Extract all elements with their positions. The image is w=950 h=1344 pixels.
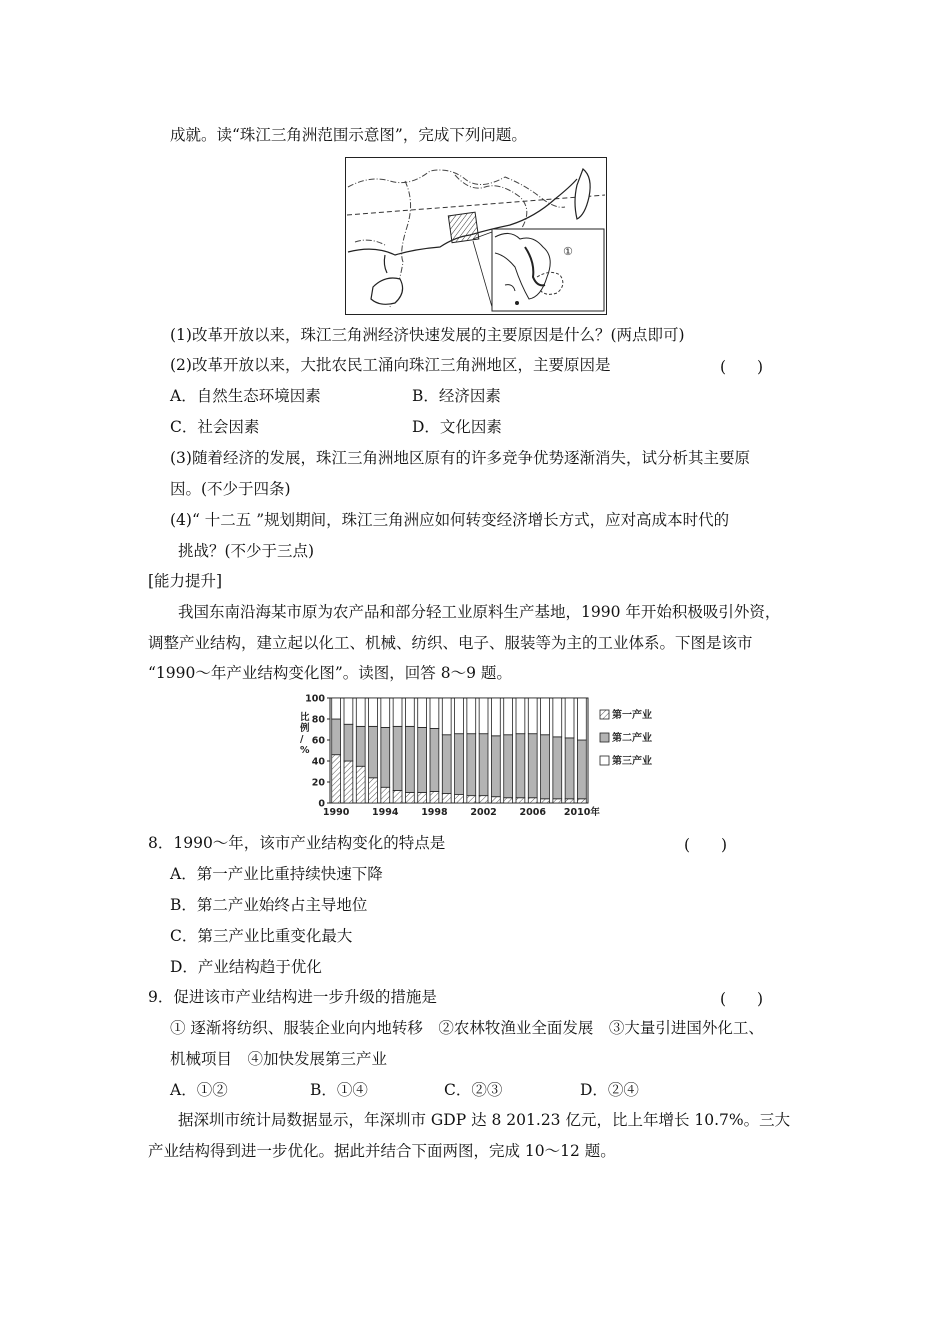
y-tick-label: 60	[311, 735, 325, 747]
bar-2002-series-3	[479, 698, 488, 734]
legend-swatch-2	[600, 733, 609, 742]
bar-2008-series-3	[553, 698, 562, 737]
bar-1996-series-1	[405, 793, 414, 804]
bar-2009-series-2	[565, 738, 574, 799]
bar-2008-series-2	[553, 737, 562, 799]
y-tick-label: 20	[311, 777, 325, 789]
bar-2003-series-2	[491, 736, 500, 797]
passage1-line2: 调整产业结构，建立起以化工、机械、纺织、电子、服装等为主的工业体系。下图是该市	[148, 634, 753, 652]
legend-swatch-3	[600, 756, 609, 765]
x-tick-label: 2006	[519, 807, 546, 818]
q7-option-b: B．经济因素	[412, 387, 501, 405]
bar-1998-series-1	[430, 791, 439, 803]
q7-part4-line1: (4)“ 十二五 ”规划期间，珠江三角洲应如何转变经济增长方式，应对高成本时代的	[170, 511, 730, 529]
bar-1994-series-2	[381, 727, 390, 787]
bar-1990-series-1	[332, 755, 341, 803]
bar-1997-series-1	[418, 793, 427, 804]
passage1-line1: 我国东南沿海某市原为农产品和部分轻工业原料生产基地，1990 年开始积极吸引外资，	[178, 603, 781, 621]
bar-2000-series-1	[455, 795, 464, 803]
x-tick-label: 1994	[372, 807, 399, 818]
bar-2005-series-3	[516, 698, 525, 734]
y-tick-label: 0	[318, 798, 325, 810]
bar-1995-series-1	[393, 790, 402, 803]
x-tick-label: 2002	[470, 807, 497, 818]
legend-label-2: 第二产业	[612, 733, 652, 744]
q9-option-a: A．①②	[170, 1081, 228, 1099]
bar-1990-series-3	[332, 698, 341, 719]
q7-option-a: A．自然生态环境因素	[170, 387, 321, 405]
bar-1996-series-3	[405, 698, 414, 726]
q9-stem: 9．促进该市产业结构进一步升级的措施是	[148, 988, 437, 1006]
q7-part2-answer-paren: ( )	[720, 358, 764, 376]
q9-answer-paren: ( )	[720, 990, 764, 1008]
q7-part3-line1: (3)随着经济的发展，珠江三角洲地区原有的许多竞争优势逐渐消失，试分析其主要原	[170, 449, 750, 467]
bar-2003-series-3	[491, 698, 500, 736]
bar-2007-series-2	[541, 735, 550, 799]
pearl-river-delta-map	[345, 157, 607, 315]
q7-part4-line2: 挑战？(不少于三点)	[178, 542, 315, 560]
q8-option-a: A．第一产业比重持续快速下降	[170, 865, 383, 883]
bar-1999-series-3	[442, 698, 451, 735]
bar-2004-series-1	[504, 798, 513, 803]
bar-2001-series-2	[467, 734, 476, 796]
passage2-line1: 据深圳市统计局数据显示，年深圳市 GDP 达 8 201.23 亿元，比上年增长 10.7%。三大	[178, 1111, 791, 1129]
legend-swatch-1	[600, 710, 609, 719]
q8-option-b: B．第二产业始终占主导地位	[170, 896, 368, 914]
q9-option-b: B．①④	[310, 1081, 368, 1099]
bar-1999-series-2	[442, 735, 451, 794]
bar-1998-series-2	[430, 728, 439, 791]
y-axis-label: 比例/ %	[300, 712, 310, 756]
bar-2006-series-1	[528, 798, 537, 803]
y-tick-label: 100	[305, 693, 325, 705]
bar-2000-series-3	[455, 698, 464, 734]
industry-structure-chart	[290, 692, 670, 822]
passage2-line2: 产业结构得到进一步优化。据此并结合下面两图，完成 10～12 题。	[148, 1142, 616, 1160]
bar-1993-series-3	[369, 698, 378, 726]
bar-2007-series-3	[541, 698, 550, 735]
bar-2009-series-1	[565, 799, 574, 803]
bar-2001-series-1	[467, 796, 476, 803]
q7-part3-line2: 因。(不少于四条)	[170, 480, 291, 498]
bar-2006-series-2	[528, 734, 537, 798]
bar-2002-series-1	[479, 796, 488, 803]
bar-2005-series-2	[516, 734, 525, 798]
bar-1992-series-1	[356, 766, 365, 803]
x-tick-label: 1990	[322, 807, 350, 818]
intro-line: 成就。读“珠江三角洲范围示意图”，完成下列问题。	[170, 126, 527, 144]
bar-1993-series-1	[369, 778, 378, 803]
q8-option-c: C．第三产业比重变化最大	[170, 927, 353, 945]
bar-2007-series-1	[541, 799, 550, 803]
q8-stem: 8．1990～年，该市产业结构变化的特点是	[148, 834, 446, 852]
bar-2000-series-2	[455, 734, 464, 795]
bar-2002-series-2	[479, 734, 488, 796]
bar-1991-series-1	[344, 761, 353, 803]
q8-option-d: D．产业结构趋于优化	[170, 958, 322, 976]
bar-1994-series-3	[381, 698, 390, 727]
legend-label-3: 第三产业	[612, 756, 652, 767]
y-tick-label: 80	[311, 714, 325, 726]
bar-2006-series-3	[528, 698, 537, 734]
bar-1992-series-2	[356, 726, 365, 766]
bar-1997-series-2	[418, 727, 427, 792]
q7-option-c: C．社会因素	[170, 418, 260, 436]
y-tick-label: 40	[311, 756, 325, 768]
bar-2009-series-3	[565, 698, 574, 738]
bar-1994-series-1	[381, 787, 390, 803]
q9-items-line1: ① 逐渐将纺织、服装企业向内地转移 ②农林牧渔业全面发展 ③大量引进国外化工、	[170, 1019, 764, 1037]
bar-2004-series-2	[504, 735, 513, 798]
q9-option-d: D．②④	[580, 1081, 639, 1099]
q8-answer-paren: ( )	[684, 836, 728, 854]
bar-1992-series-3	[356, 698, 365, 726]
bar-1990-series-2	[332, 719, 341, 755]
q7-option-d: D．文化因素	[412, 418, 502, 436]
legend-label-1: 第一产业	[612, 710, 652, 721]
bar-1998-series-3	[430, 698, 439, 728]
q9-option-c: C．②③	[444, 1081, 503, 1099]
bar-2005-series-1	[516, 798, 525, 803]
bar-2001-series-3	[467, 698, 476, 734]
bar-1996-series-2	[405, 726, 414, 792]
bar-1991-series-3	[344, 698, 353, 724]
bar-1993-series-2	[369, 726, 378, 777]
q9-items-line2: 机械项目 ④加快发展第三产业	[170, 1050, 388, 1068]
bar-1995-series-2	[393, 726, 402, 790]
map-marker: ①	[563, 245, 573, 258]
bar-2003-series-1	[491, 797, 500, 803]
bar-2010-series-2	[577, 740, 586, 799]
passage1-line3: “1990～年产业结构变化图”。读图，回答 8～9 题。	[148, 664, 512, 682]
q7-part2: (2)改革开放以来，大批农民工涌向珠江三角洲地区，主要原因是	[170, 356, 611, 374]
section-title: [能力提升]	[148, 572, 223, 590]
x-tick-label: 2010年	[563, 807, 600, 818]
bar-1999-series-1	[442, 794, 451, 803]
x-tick-label: 1998	[421, 807, 448, 818]
bar-2010-series-3	[577, 698, 586, 740]
bar-1997-series-3	[418, 698, 427, 727]
bar-2010-series-1	[577, 799, 586, 803]
q7-part1: (1)改革开放以来，珠江三角洲经济快速发展的主要原因是什么？(两点即可)	[170, 326, 685, 344]
bar-2008-series-1	[553, 799, 562, 803]
bar-1995-series-3	[393, 698, 402, 726]
bar-1991-series-2	[344, 724, 353, 761]
bar-2004-series-3	[504, 698, 513, 735]
